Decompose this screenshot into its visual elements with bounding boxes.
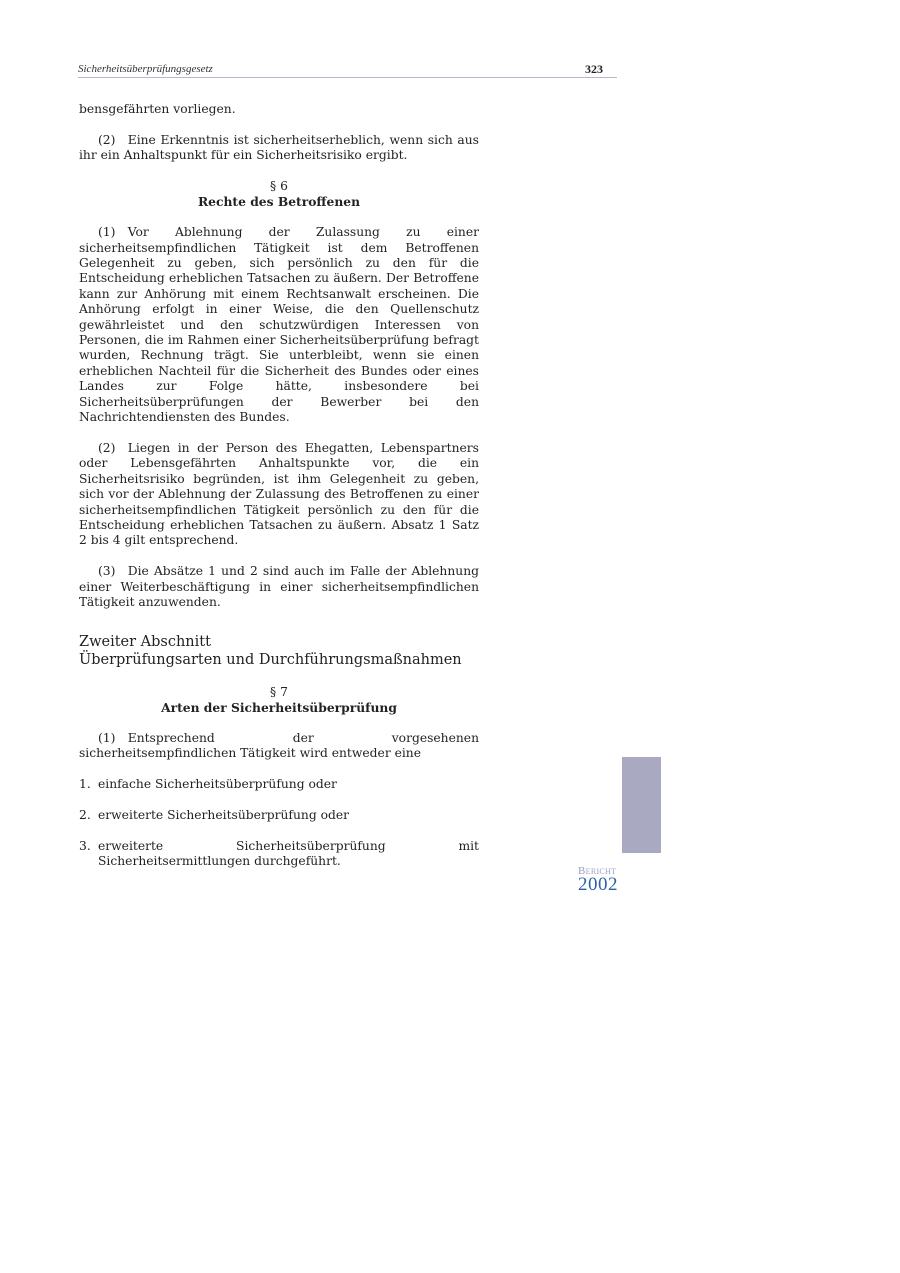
list-item <box>79 839 479 870</box>
paragraph-7-1: (1) Entsprechend der vorgesehenen sicherheitsempfindlichen Tätigkeit wird entweder eine <box>79 730 479 761</box>
page-body <box>79 102 479 870</box>
section-6-number: § 6 <box>270 179 288 193</box>
logo-year: 2002 <box>578 874 618 895</box>
list-item-text: einfache Sicherheitsüberprüfung oder <box>98 777 337 792</box>
list-item-text: erweiterte Sicherheitsüberprüfung oder <box>98 807 350 822</box>
paragraph-6-2: (2) Liegen in der Person des Ehegatten, Lebenspartners oder Lebensgefährten Anhaltspunkte vor, die ein Sicherheitsrisiko begründen, ist ihm Gelegenheit zu geben, sich vor der Ablehnung der Zulassung des Betroffenen zu einer sicherheitsempfindlichen Tätigkeit persönlich zu den für die Entscheidung erheblichen Tatsachen zu äußern. Absatz 1 Satz 2 bis 4 gilt entsprechend. <box>79 440 479 548</box>
list-item-number: 2. <box>79 807 91 822</box>
margin-color-block <box>622 757 661 853</box>
section-7-title: Arten der Sicherheitsüberprüfung <box>161 700 397 716</box>
paragraph-6-1: (1) Vor Ablehnung der Zulassung zu einer sicherheitsempfindlichen Tätigkeit ist dem Betroffenen Gelegenheit zu geben, sich persönlich zu den für die Entscheidung erheblichen Tatsachen zu äußern. Der Betroffene kann zur Anhörung mit einem Rechtsanwalt erscheinen. Die Anhörung erfolgt in einer Weise, die den Quellenschutz gewährleistet und den schutzwürdigen Interessen von Personen, die im Rahmen einer Sicherheitsüberprüfung befragt wurden, Rechnung trägt. Sie unterbleibt, wenn sie einen erheblichen Nachteil für die Sicherheit des Bundes oder eines Landes zur Folge hätte, insbesondere bei Sicherheitsüberprüfungen der Bewerber bei den Nachrichtendiensten des Bundes. <box>79 225 479 425</box>
chapter-subheading: Überprüfungsarten und Durchführungsmaßnahmen <box>79 652 462 669</box>
list-item-text: erweiterte Sicherheitsüberprüfung mit Sicherheitsermittlungen durchgeführt. <box>98 838 479 869</box>
report-logo <box>578 866 638 893</box>
logo-word: Bericht <box>578 865 617 877</box>
paragraph-5-2: (2) Eine Erkenntnis ist sicherheitserheblich, wenn sich aus ihr ein Anhaltspunkt für ein Sicherheitsrisiko ergibt. <box>79 132 479 163</box>
list-item <box>79 777 479 792</box>
paragraph-carryover: bensgefährten vorliegen. <box>79 102 236 116</box>
section-7-number: § 7 <box>270 684 288 699</box>
paragraph-6-3: (3) Die Absätze 1 und 2 sind auch im Falle der Ablehnung einer Weiterbeschäftigung in einer sicherheitsempfindlichen Tätigkeit anzuwenden. <box>79 564 479 609</box>
list-item-number: 3. <box>79 838 91 853</box>
running-title: Sicherheitsüberprüfungsgesetz <box>78 63 213 75</box>
list-item-number: 1. <box>79 777 91 792</box>
running-header <box>78 62 617 78</box>
section-6-title: Rechte des Betroffenen <box>197 194 361 210</box>
list-item <box>79 808 479 823</box>
chapter-heading: Zweiter Abschnitt <box>79 634 211 651</box>
page-number: 323 <box>585 62 603 76</box>
